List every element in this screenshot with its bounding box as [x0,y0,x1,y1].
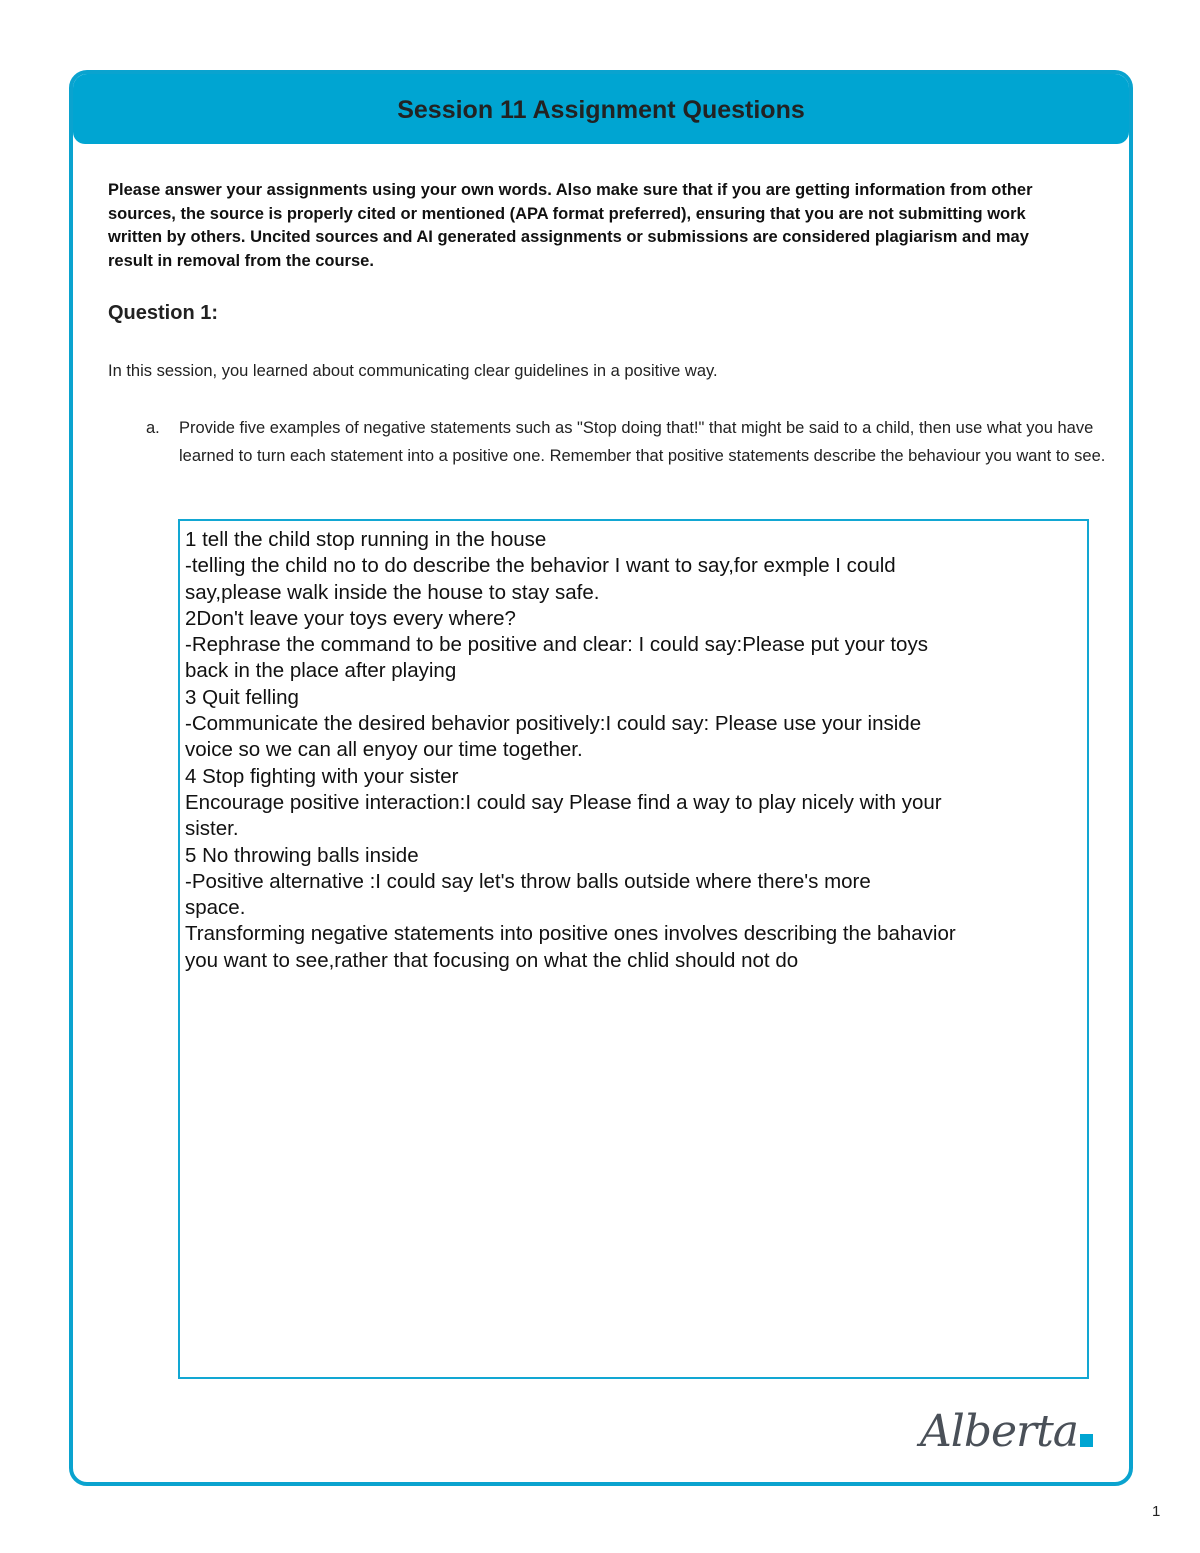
answer-line: you want to see,rather that focusing on what the chlid should not do [185,948,799,972]
answer-line: -Rephrase the command to be positive and clear: I could say:Please put your toys [185,633,928,657]
question-intro: In this session, you learned about communicating clear guidelines in a positive way. [108,362,718,380]
answer-line: 3 Quit felling [185,685,299,709]
answer-line: say,please walk inside the house to stay safe. [185,580,600,604]
prompt-marker: a. [146,419,160,437]
logo-wordmark: Alberta [920,1406,1078,1457]
answer-line: -Communicate the desired behavior positively:I could say: Please use your inside [185,712,922,736]
answer-line: 5 No throwing balls inside [185,843,419,867]
answer-line: Transforming negative statements into positive ones involves describing the bahavior [185,922,956,946]
alberta-logo [920,1406,1093,1457]
question-prompt [146,414,1106,470]
answer-text-box[interactable] [178,519,1089,1379]
answer-line: -Positive alternative :I could say let's throw balls outside where there's more [185,869,871,893]
page-frame [69,70,1133,1486]
answer-line: space. [185,896,246,920]
answer-line: 1 tell the child stop running in the house [185,528,547,551]
assignment-instructions: Please answer your assignments using your own words. Also make sure that if you are getting information from other sources, the source is properly cited or mentioned (APA format preferred), ensuring that you are not submitting work written by others. Uncited sources and AI generated assignments or submissions are considered plagiarism and may result in removal from the course. [108,181,1033,270]
logo-square-icon [1080,1434,1093,1447]
question-heading: Question 1: [108,302,219,324]
answer-line: 4 Stop fighting with your sister [185,764,459,788]
answer-line: voice so we can all enyoy our time together. [185,738,583,762]
answer-line: Encourage positive interaction:I could say Please find a way to play nicely with your [185,790,942,814]
prompt-text: Provide five examples of negative statements such as "Stop doing that!" that might be said to a child, then use what you have learned to turn each statement into a positive one. Remember that positive statements describe the behaviour you want to see. [179,419,1106,465]
answer-line: 2Don't leave your toys every where? [185,606,516,630]
page-number: 1 [1152,1503,1161,1520]
page-title: Session 11 Assignment Questions [397,95,805,124]
answer-line: -telling the child no to do describe the behavior I want to say,for exmple I could [185,554,896,578]
header-bar [73,74,1129,144]
answer-line: back in the place after playing [185,659,457,683]
answer-line: sister. [185,817,239,841]
